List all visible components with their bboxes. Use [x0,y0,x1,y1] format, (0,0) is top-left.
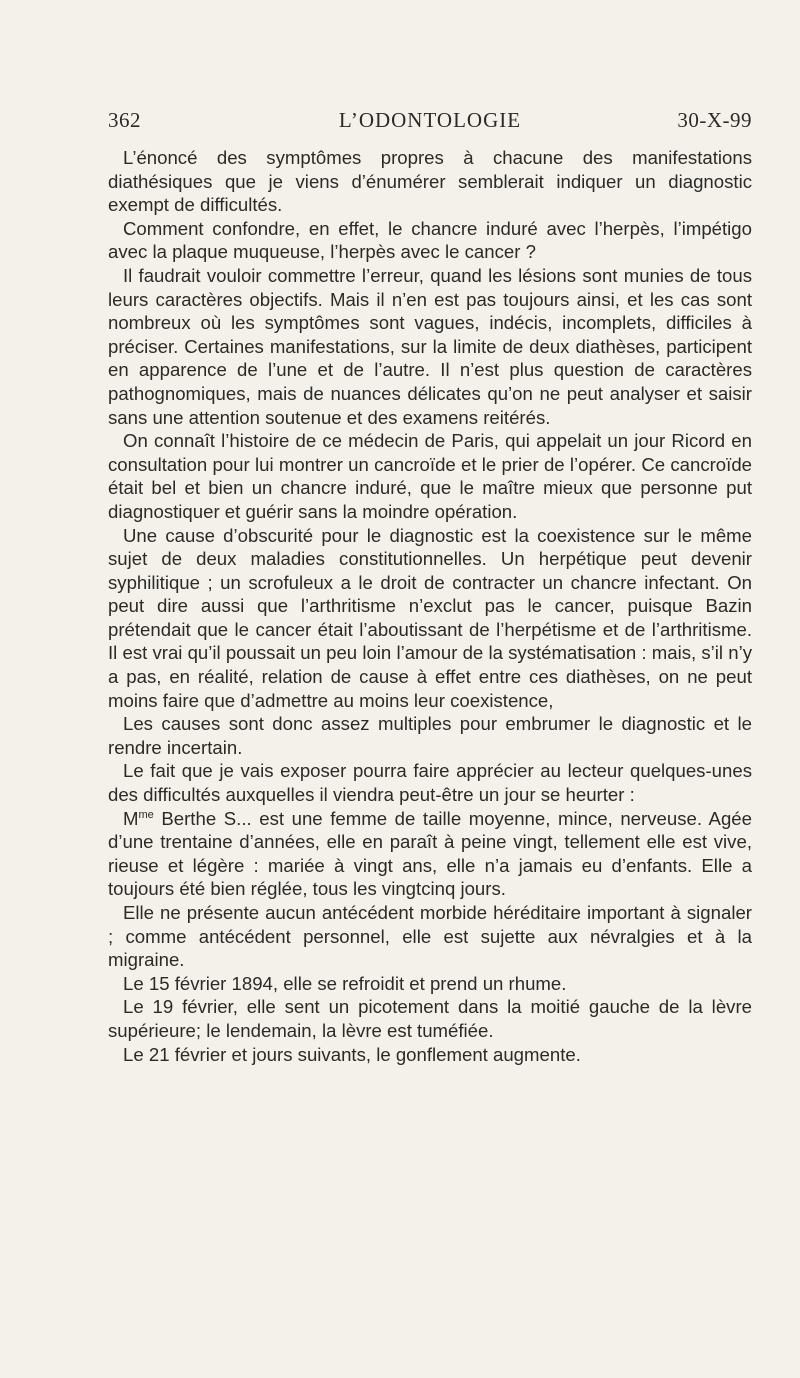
paragraph: Il faudrait vouloir commettre l’erreur, quand les lésions sont munies de tous leurs caractères objectifs. Mais il n’en est pas toujours ainsi, et les cas sont nombreux où les symptômes sont vagues, indécis, incomplets, difficiles à préciser. Certaines manifestations, sur la limite de deux diathèses, participent en apparence de l’une et de l’autre. Il n’est plus question de caractères pathognomiques, mais de nuances délicates qu’on ne peut analyser et saisir sans une attention soutenue et des examens reitérés. [108,264,752,428]
issue-date: 30-X-99 [677,108,752,132]
honorific-base: M [123,807,139,829]
paragraph: Le fait que je vais exposer pourra faire apprécier au lecteur quelques-unes des difficultés auxquelles il viendra peut-être un jour se heurter : [108,760,752,806]
paragraph: Une cause d’obscurité pour le diagnostic est la coexistence sur le même sujet de deux maladies constitutionnelles. Un herpétique peut devenir syphilitique ; un scrofuleux a le droit de contracter un chancre infectant. On peut dire aussi que l’arthritisme n’exclut pas le cancer, puisque Bazin prétendait que le cancer était l’aboutissant de l’herpétisme et de l’arthritisme. Il est vrai qu’il poussait un peu loin l’amour de la systématisation : mais, s’il n’y a pas, en réalité, relation de cause à effet entre ces diathèses, on ne peut moins faire que d’admettre au moins leur coexistence, [108,524,752,711]
paragraph-patient [108,807,752,901]
paragraph: Elle ne présente aucun antécédent morbide héréditaire important à signaler ; comme antécédent personnel, elle est sujette aux névralgies et à la migraine. [108,902,752,971]
paragraph: Les causes sont donc assez multiples pour embrumer le diagnostic et le rendre incertain. [108,713,752,758]
paragraph: On connaît l’histoire de ce médecin de Paris, qui appelait un jour Ricord en consultation pour lui montrer un cancroïde et le prier de l’opérer. Ce cancroïde était bel et bien un chancre induré, que le maître mieux que personne put diagnostiquer et guérir sans la moindre opération. [108,430,752,522]
paragraph: Le 21 février et jours suivants, le gonflement augmente. [123,1043,581,1065]
honorific [123,808,154,829]
paragraph-text: Berthe S... est une femme de taille moyenne, mince, nerveuse. Agée d’une trentaine d’années, elle en paraît à peine vingt, tellement elle est vive, rieuse et légère : mariée à vingt ans, elle n’a jamais eu d’enfants. Elle a toujours été bien réglée, tous les vingtcinq jours. [108,807,752,900]
honorific-sup: me [138,808,154,821]
running-header [108,108,752,138]
body-text [108,146,752,1066]
paragraph: L’énoncé des symptômes propres à chacune des manifestations diathésiques que je viens d’énumérer semblerait indiquer un diagnostic exempt de difficultés. [108,147,752,216]
paragraph: Comment confondre, en effet, le chancre induré avec l’herpès, l’impétigo avec la plaque muqueuse, l’herpès avec le cancer ? [108,217,752,263]
journal-title: L’ODONTOLOGIE [338,108,522,132]
paragraph: Le 15 février 1894, elle se refroidit et prend un rhume. [123,972,567,994]
page-number: 362 [108,108,141,132]
paragraph: Le 19 février, elle sent un picotement dans la moitié gauche de la lèvre supérieure; le lendemain, la lèvre est tuméfiée. [108,996,752,1041]
